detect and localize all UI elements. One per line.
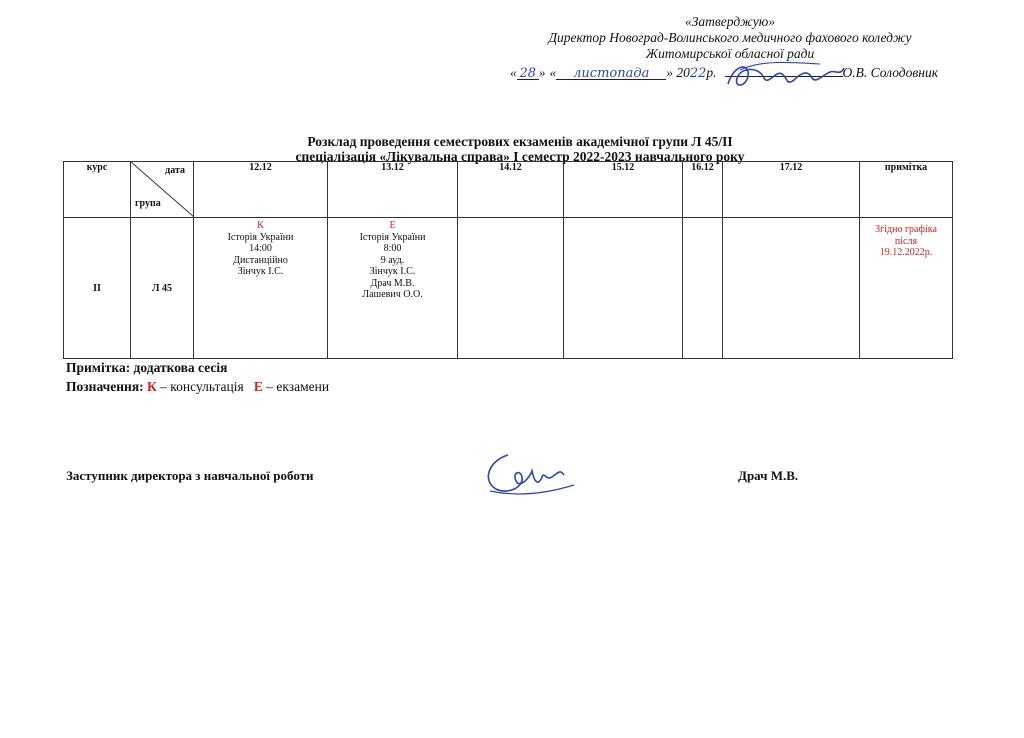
cell-date-1 — [194, 218, 328, 359]
location: Дистанційно — [233, 254, 288, 266]
day-close-quote: » — [538, 65, 546, 80]
cell-date-4 — [564, 218, 683, 359]
title-line-1: Розклад проведення семестрових екзаменів академічної групи Л 45/ІІ — [307, 134, 733, 149]
teacher-2: Драч М.В. — [370, 277, 415, 289]
table-row — [64, 218, 953, 359]
year-handwritten: 22 — [689, 66, 707, 81]
document-title — [200, 134, 840, 164]
deputy-signature-image — [478, 447, 578, 499]
cell-date-6 — [723, 218, 860, 359]
teacher-1: Зінчук І.С. — [369, 266, 416, 277]
approval-heading: «Затверджую» — [684, 14, 775, 29]
year-prefix: » 20 — [666, 65, 690, 80]
director-signature-image — [720, 58, 850, 92]
note-line-3: 19.12.2022р. — [879, 247, 933, 258]
cell-date-3 — [458, 218, 564, 359]
director-name: О.В. Солодовник — [842, 65, 939, 80]
header-row — [64, 162, 953, 218]
legend — [66, 377, 329, 396]
year-suffix: р. — [706, 65, 717, 80]
legend-label: Позначення: — [66, 379, 144, 394]
title-line-2: спеціалізація «Лікувальна справа» І семестр 2022-2023 навчального року — [295, 149, 745, 164]
approval-director-title: Директор Новоград-Волинського медичного фахового коледжу — [548, 30, 912, 45]
legend-k-code: К — [147, 379, 157, 394]
notes-block — [66, 358, 329, 396]
schedule-table — [63, 161, 953, 359]
cell-date-5 — [683, 218, 723, 359]
subject: Історія України — [359, 231, 426, 243]
header-date-5: 16.12 — [683, 162, 723, 218]
consultation-entry — [194, 218, 327, 278]
header-date-6: 17.12 — [723, 162, 860, 218]
header-kurs — [64, 162, 131, 218]
cell-group: Л 45 — [131, 218, 194, 359]
header-date-2: 13.12 — [328, 162, 458, 218]
exam-entry — [328, 218, 457, 301]
day-blank — [517, 65, 539, 80]
header-group-label: група — [135, 198, 161, 209]
header-date-group-diagonal — [131, 162, 194, 218]
header-date-4: 15.12 — [564, 162, 683, 218]
room: 9 ауд. — [380, 254, 405, 266]
header-date-3: 14.12 — [458, 162, 564, 218]
header-kurs-label: курс — [86, 162, 108, 173]
cell-kurs: ІІ — [64, 218, 131, 359]
month-blank — [556, 65, 666, 80]
remark-text: Примітка: додаткова сесія — [66, 360, 228, 375]
consultation-code: К — [257, 220, 264, 231]
subject: Історія України — [227, 231, 294, 243]
note-line-2: після — [894, 235, 918, 247]
day-handwritten: 28 — [519, 66, 537, 81]
time: 14:00 — [249, 243, 272, 254]
cell-note — [860, 218, 953, 359]
day-open-quote: « — [510, 65, 517, 80]
note-text — [860, 218, 952, 259]
legend-e-text: – екзамени — [262, 379, 330, 394]
legend-e-code: Е — [253, 379, 263, 394]
teacher: Зінчук І.С. — [237, 266, 284, 277]
month-handwritten: листопада — [573, 66, 650, 81]
time: 8:00 — [383, 243, 402, 254]
header-date-label: дата — [165, 165, 185, 176]
exam-code: Е — [389, 220, 396, 231]
legend-k-text: – консультація — [156, 379, 244, 394]
remark — [66, 358, 329, 377]
cell-date-2 — [328, 218, 458, 359]
deputy-position: Заступник директора з навчальної роботи — [66, 468, 314, 483]
approval-council: Житомирської обласної ради — [645, 46, 815, 61]
note-line-1: Згідно графіка — [875, 224, 937, 235]
teacher-3: Лашевич О.О. — [362, 289, 423, 300]
deputy-name: Драч М.В. — [738, 468, 799, 483]
header-note: примітка — [860, 162, 953, 218]
month-open-quote: « — [549, 65, 557, 80]
header-date-1: 12.12 — [194, 162, 328, 218]
